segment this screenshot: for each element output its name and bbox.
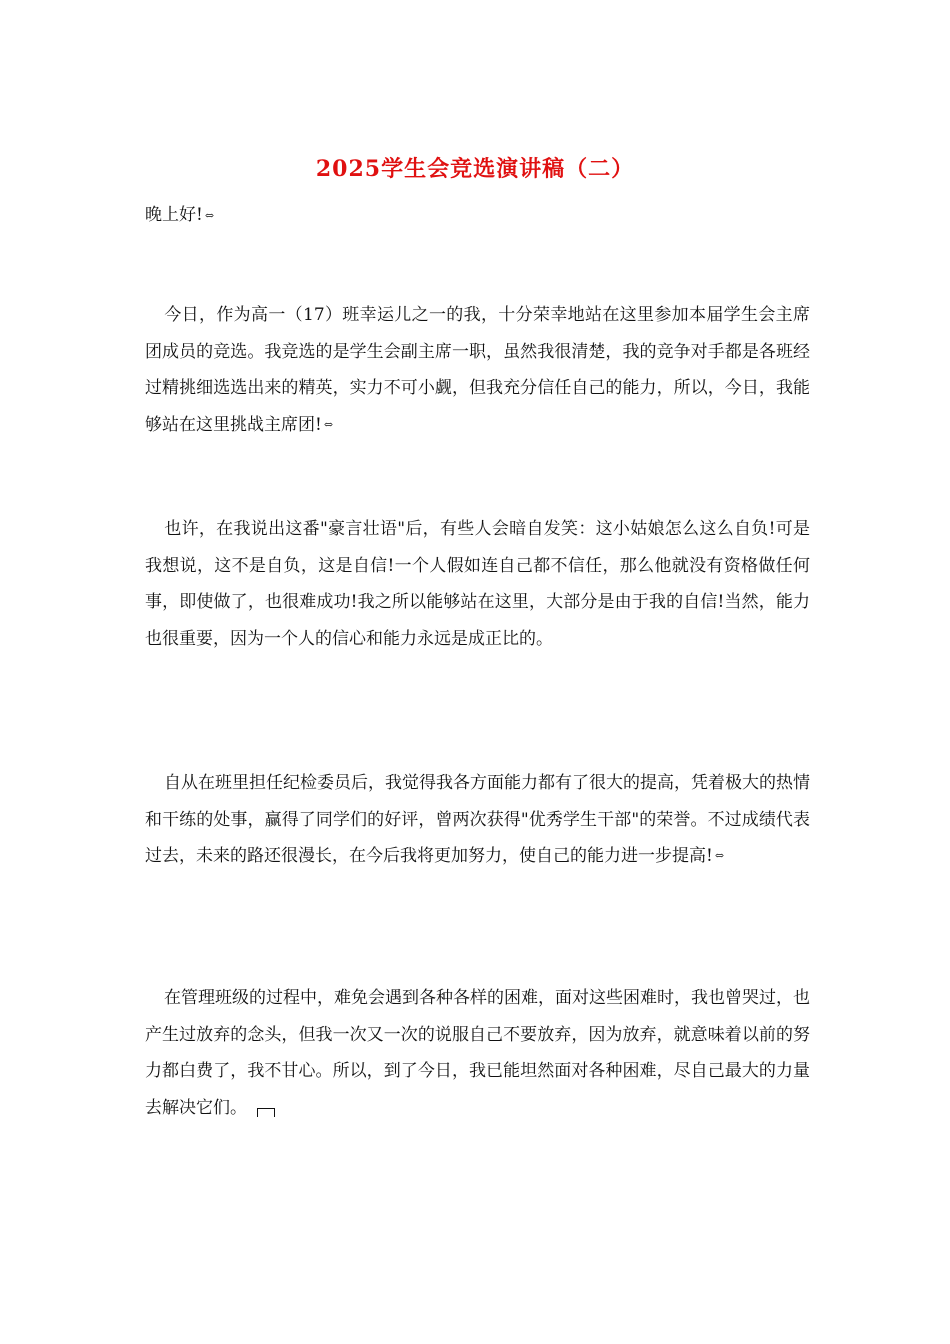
paragraph-mark-icon: ⇔ [323,417,334,431]
greeting-text: 晚上好! [145,205,203,225]
paragraph-1 [145,297,810,443]
paragraph-text: 也许，在我说出这番"豪言壮语"后，有些人会暗自发笑：这小姑娘怎么这么自负!可是我想说，这不是自负，这是自信!一个人假如连自己都不信任，那么他就没有资格做任何事，即使做了，也很难成功!我之所以能够站在这里，大部分是由于我的自信!当然，能力也很重要，因为一个人的信心和能力永远是成正比的。 [145,519,810,649]
document-title: 2025学生会竞选演讲稿（二） [315,156,635,182]
paragraph-2 [145,511,810,657]
paragraph-text: 今日，作为高一（17）班幸运儿之一的我，十分荣幸地站在这里参加本届学生会主席团成员的竞选。我竞选的是学生会副主席一职，虽然我很清楚，我的竞争对手都是各班经过精挑细选选出来的精英，实力不可小觑，但我充分信任自己的能力，所以，今日，我能够站在这里挑战主席团! [145,305,810,435]
paragraph-3 [145,765,810,875]
paragraph-text: 在管理班级的过程中，难免会遇到各种各样的困难，面对这些困难时，我也曾哭过，也产生过放弃的念头，但我一次又一次的说服自己不要放弃，因为放弃，就意味着以前的努力都白费了，我不甘心。所以，到了今日，我已能坦然面对各种困难，尽自己最大的力量去解决它们。 [145,988,810,1118]
paragraph-4 [145,980,810,1126]
end-mark-icon [257,1108,275,1117]
paragraph-text: 自从在班里担任纪检委员后，我觉得我各方面能力都有了很大的提高，凭着极大的热情和干练的处事，赢得了同学们的好评，曾两次获得"优秀学生干部"的荣誉。不过成绩代表过去，未来的路还很漫长，在今后我将更加努力，使自己的能力进一步提高! [145,773,810,866]
greeting-line [145,200,214,225]
paragraph-mark-icon: ⇔ [714,849,725,863]
paragraph-mark-icon: ⇔ [204,209,215,222]
